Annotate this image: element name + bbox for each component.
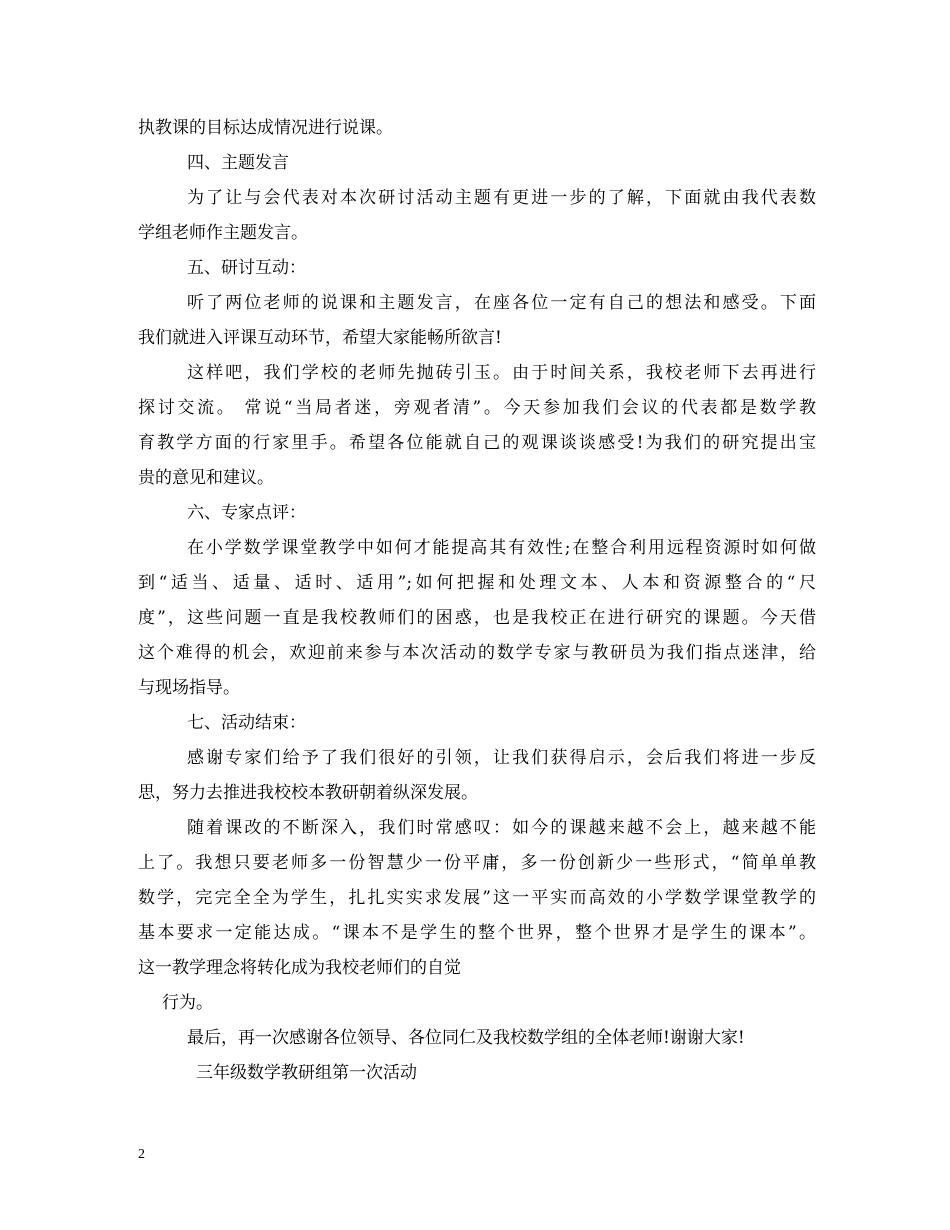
paragraph-line: 这样吧，我们学校的老师先抛砖引玉。由于时间关系，我校老师下去再进行 (187, 363, 816, 383)
paragraph-line: 度”，这些问题一直是我校教师们的困惑，也是我校正在进行研究的课题。今天借 (138, 608, 816, 628)
paragraph-line: 这个难得的机会，欢迎前来参与本次活动的数学专家与教研员为我们指点迷津，给 (138, 643, 816, 663)
paragraph-line: 基本要求一定能达成。“课本不是学生的整个世界，整个世界才是学生的课本”。 (138, 923, 816, 943)
closing-title: 三年级数学教研组第一次活动 (196, 1063, 417, 1083)
paragraph-line: 育教学方面的行家里手。希望各位能就自己的观课谈谈感受!为我们的研究提出宝 (138, 433, 816, 453)
paragraph-line: 学组老师作主题发言。 (138, 223, 308, 243)
paragraph-line: 为了让与会代表对本次研讨活动主题有更进一步的了解，下面就由我代表数 (187, 188, 816, 208)
paragraph-line: 到“适当、适量、适时、适用”;如何把握和处理文本、人本和资源整合的“尺 (138, 573, 816, 593)
section-heading: 五、研讨互动： (187, 258, 306, 278)
section-heading: 七、活动结束： (187, 713, 306, 733)
paragraph-line: 听了两位老师的说课和主题发言，在座各位一定有自己的想法和感受。下面 (187, 293, 816, 313)
paragraph-line: 上了。我想只要老师多一份智慧少一份平庸，多一份创新少一些形式，“简单单教 (138, 853, 816, 873)
paragraph-line: 在小学数学课堂教学中如何才能提高其有效性;在整合利用远程资源时如何做 (187, 538, 816, 558)
section-heading: 四、主题发言 (187, 153, 289, 173)
paragraph-line: 思，努力去推进我校校本教研朝着纵深发展。 (138, 783, 478, 803)
paragraph-line: 最后，再一次感谢各位领导、各位同仁及我校数学组的全体老师!谢谢大家! (187, 1028, 745, 1048)
paragraph-line: 与现场指导。 (138, 678, 240, 698)
paragraph-line: 探讨交流。 常说“当局者迷，旁观者清”。今天参加我们会议的代表都是数学教 (138, 398, 816, 418)
paragraph-line: 随着课改的不断深入，我们时常感叹：如今的课越来越不会上，越来越不能 (187, 818, 816, 838)
paragraph-line: 感谢专家们给予了我们很好的引领，让我们获得启示，会后我们将进一步反 (187, 748, 816, 768)
paragraph-line: 行为。 (162, 993, 213, 1013)
paragraph-line: 贵的意见和建议。 (138, 468, 274, 488)
section-heading: 六、专家点评： (187, 503, 306, 523)
paragraph-line: 这一教学理念将转化成为我校老师们的自觉 (138, 958, 461, 978)
paragraph-line: 我们就进入评课互动环节，希望大家能畅所欲言! (138, 328, 502, 348)
paragraph-line: 数学，完完全全为学生，扎扎实实求发展”这一平实而高效的小学数学课堂教学的 (138, 888, 816, 908)
page-number: 2 (138, 1147, 145, 1162)
paragraph-line: 执教课的目标达成情况进行说课。 (138, 118, 393, 138)
